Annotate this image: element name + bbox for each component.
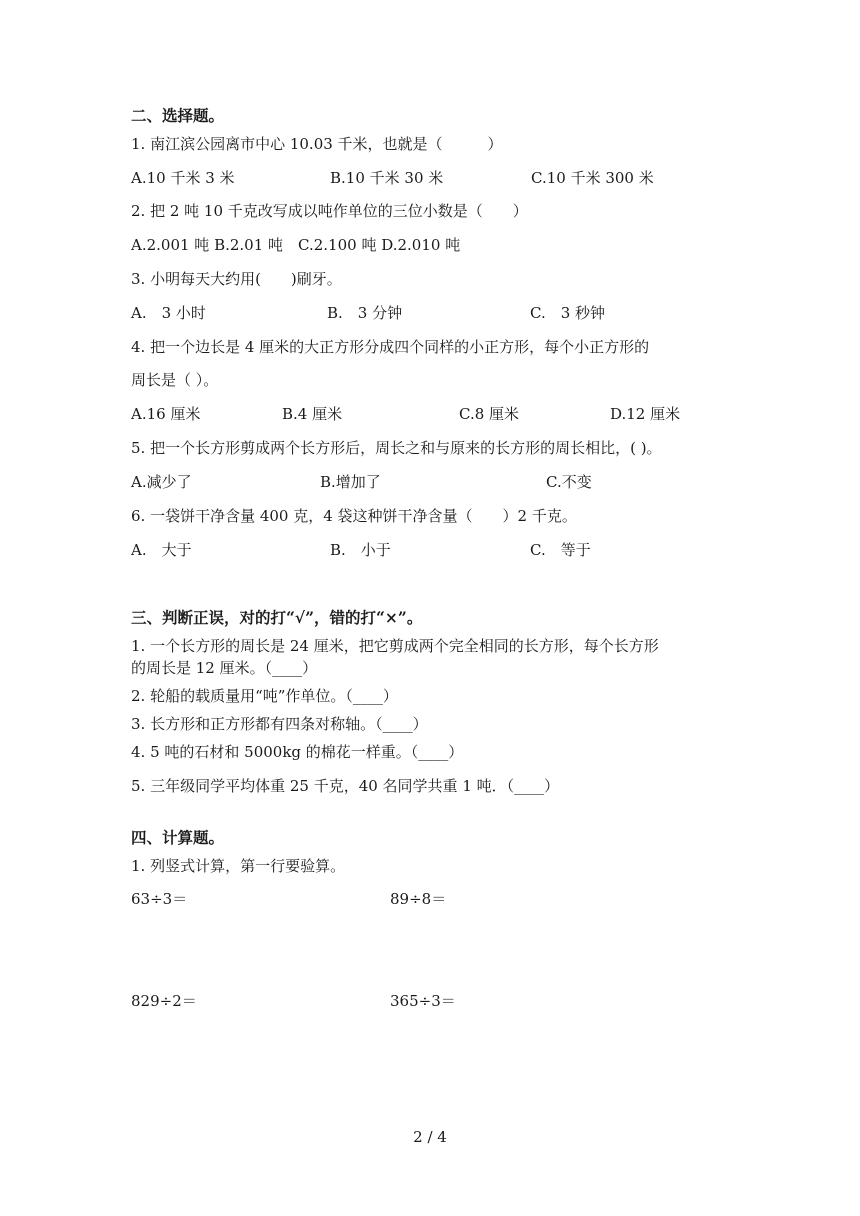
q3-1-text-line1: 1. 一个长方形的周长是 24 厘米，把它剪成两个完全相同的长方形，每个长方形 [131, 637, 659, 655]
q3-5-text: 5. 三年级同学平均体重 25 千克，40 名同学共重 1 吨．（____） [131, 777, 560, 795]
q2-4-text-line2: 周长是（ ）。 [131, 371, 219, 389]
q2-1-option-a: A.10 千米 3 米 [131, 169, 235, 187]
q2-3-option-b: B. 3 分钟 [327, 304, 403, 322]
q2-4-option-c: C.8 厘米 [459, 405, 520, 423]
q2-6-option-a: A. 大于 [131, 541, 192, 559]
q3-4-text: 4. 5 吨的石材和 5000kg 的棉花一样重。（____） [131, 743, 464, 761]
q2-4-option-b: B.4 厘米 [282, 405, 343, 423]
calc-expression-2: 89÷8＝ [390, 890, 447, 908]
q2-3-option-a: A. 3 小时 [131, 304, 206, 322]
section-3-title: 三、判断正误，对的打“√”，错的打“×”。 [131, 608, 423, 627]
q2-5-option-a: A.减少了 [131, 473, 192, 491]
q2-5-option-c: C.不变 [546, 473, 592, 491]
section-2-title: 二、选择题。 [131, 106, 225, 125]
q2-2-options: A.2.001 吨 B.2.01 吨 C.2.100 吨 D.2.010 吨 [131, 236, 461, 254]
q2-1-text: 1. 南江滨公园离市中心 10.03 千米，也就是（ ） [131, 135, 503, 153]
section-4-title: 四、计算题。 [131, 828, 225, 847]
q2-6-option-b: B. 小于 [330, 541, 391, 559]
q2-2-text: 2. 把 2 吨 10 千克改写成以吨作单位的三位小数是（ ） [131, 202, 528, 220]
q2-5-option-b: B.增加了 [320, 473, 381, 491]
q3-1-text-line2: 的周长是 12 厘米。（____） [131, 659, 318, 677]
calc-expression-3: 829÷2＝ [131, 992, 197, 1010]
q2-1-option-c: C.10 千米 300 米 [531, 169, 654, 187]
q2-4-option-a: A.16 厘米 [131, 405, 201, 423]
q2-6-text: 6. 一袋饼干净含量 400 克，4 袋这种饼干净含量（ ）2 千克。 [131, 507, 577, 525]
q2-3-option-c: C. 3 秒钟 [530, 304, 606, 322]
q2-4-text-line1: 4. 把一个边长是 4 厘米的大正方形分成四个同样的小正方形，每个小正方形的 [131, 338, 650, 356]
q2-5-text: 5. 把一个长方形剪成两个长方形后，周长之和与原来的长方形的周长相比，( )。 [131, 439, 662, 457]
q2-3-text: 3. 小明每天大约用( )刷牙。 [131, 270, 342, 288]
q2-6-option-c: C. 等于 [530, 541, 591, 559]
calc-expression-4: 365÷3＝ [390, 992, 456, 1010]
q3-3-text: 3. 长方形和正方形都有四条对称轴。（____） [131, 715, 428, 733]
q2-1-option-b: B.10 千米 30 米 [330, 169, 444, 187]
q2-4-option-d: D.12 厘米 [610, 405, 681, 423]
q3-2-text: 2. 轮船的载质量用“吨”作单位。（____） [131, 687, 398, 705]
q4-1-text: 1. 列竖式计算，第一行要验算。 [131, 857, 346, 875]
page-number: 2 / 4 [413, 1128, 447, 1146]
calc-expression-1: 63÷3＝ [131, 890, 188, 908]
